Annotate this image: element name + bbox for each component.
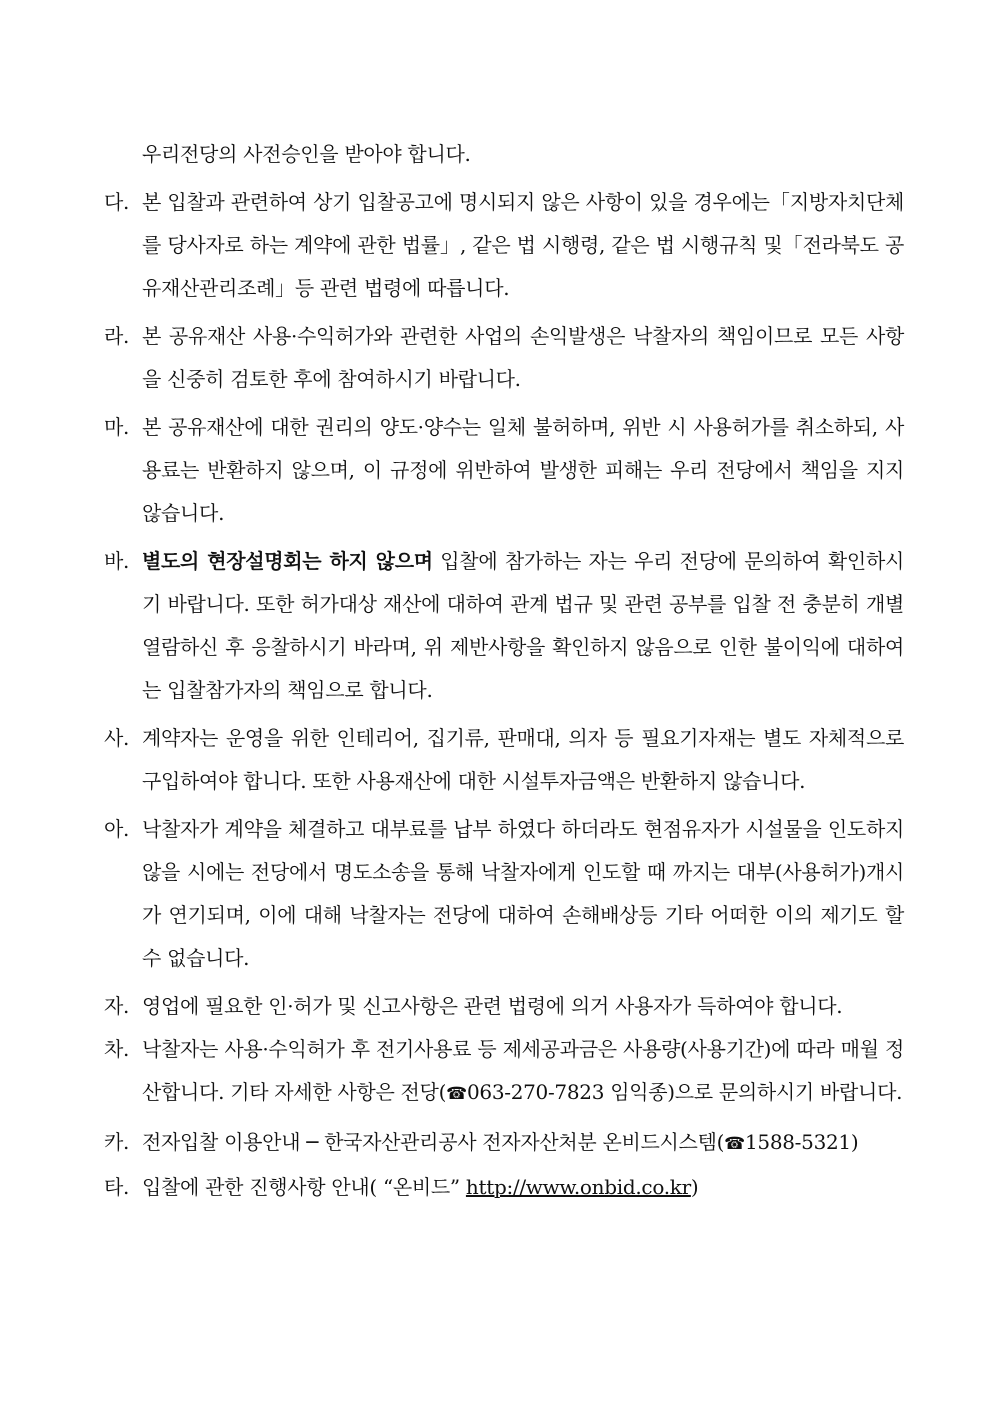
item-marker: 마.: [104, 415, 130, 439]
list-item-cha: [104, 1028, 904, 1116]
list-item-continuation: [104, 133, 904, 176]
item-marker: 차.: [104, 1037, 130, 1061]
item-text: 본 공유재산 사용·수익허가와 관련한 사업의 손익발생은 낙찰자의 책임이므로 모든 사항을 신중히 검토한 후에 참여하시기 바랍니다.: [142, 324, 904, 391]
telephone-icon: ☎: [724, 1134, 745, 1154]
item-marker: 라.: [104, 324, 130, 348]
list-item-ka: [104, 1121, 904, 1166]
item-text: [142, 1028, 904, 1116]
item-phone: 1588-5321: [744, 1130, 851, 1154]
item-text: [142, 1166, 904, 1209]
list-item-ma: [104, 406, 904, 535]
item-text: 본 입찰과 관련하여 상기 입찰공고에 명시되지 않은 사항이 있을 경우에는「지방자치단체를 당사자로 하는 계약에 관한 법률」, 같은 법 시행령, 같은 법 시행규칙 및「전라북도 공유재산관리조례」등 관련 법령에 따릅니다.: [142, 190, 904, 300]
item-text: 우리전당의 사전승인을 받아야 합니다.: [142, 142, 471, 166]
item-rest-text: 입찰에 참가하는 자는 우리 전당에 문의하여 확인하시기 바랍니다. 또한 허가대상 재산에 대하여 관계 법규 및 관련 공부를 입찰 전 충분히 개별 열람하신 후 응찰하시기 바라며, 위 제반사항을 확인하지 않음으로 인한 불이익에 대하여는 입찰참가자의 책임으로 합니다.: [142, 549, 904, 702]
item-text-before: 입찰에 관한 진행사항 안내( “온비드”: [142, 1175, 466, 1199]
item-text: 계약자는 운영을 위한 인테리어, 집기류, 판매대, 의자 등 필요기자재는 별도 자체적으로 구입하여야 합니다. 또한 사용재산에 대한 시설투자금액은 반환하지 않습니다.: [142, 726, 904, 793]
item-text: [142, 540, 904, 712]
list-item-sa: [104, 717, 904, 803]
item-text-after: )으로 문의하시기 바랍니다.: [667, 1080, 903, 1104]
item-marker: 아.: [104, 817, 130, 841]
item-marker: 자.: [104, 994, 130, 1018]
list-item-ja: [104, 985, 904, 1028]
item-text-after: ): [690, 1175, 699, 1199]
item-text-before: 낙찰자는 사용·수익허가 후 전기사용료 등 제세공과금은 사용량(사용기간)에 따라 매월 정산합니다. 기타 자세한 사항은 전당(: [142, 1037, 904, 1104]
item-phone: 063-270-7823 임익종: [466, 1080, 668, 1104]
list-item-da: [104, 181, 904, 310]
item-marker: 바.: [104, 549, 130, 573]
item-marker: 카.: [104, 1130, 130, 1154]
item-text-before: 전자입찰 이용안내 ─ 한국자산관리공사 전자자산처분 온비드시스템(: [142, 1130, 725, 1154]
list-item-ba: [104, 540, 904, 712]
list-item-ra: [104, 315, 904, 401]
item-text: 영업에 필요한 인·허가 및 신고사항은 관련 법령에 의거 사용자가 득하여야 합니다.: [142, 994, 843, 1018]
item-marker: 사.: [104, 726, 130, 750]
item-text: 낙찰자가 계약을 체결하고 대부료를 납부 하였다 하더라도 현점유자가 시설물을 인도하지 않을 시에는 전당에서 명도소송을 통해 낙찰자에게 인도할 때 까지는 대부(사용허가)개시가 연기되며, 이에 대해 낙찰자는 전당에 대하여 손해배상등 기타 어떠한 이의 제기도 할 수 없습니다.: [142, 817, 904, 970]
document-body: [104, 133, 904, 1209]
list-item-ta: [104, 1166, 904, 1209]
item-text-after: ): [850, 1130, 859, 1154]
telephone-icon: ☎: [446, 1084, 467, 1104]
item-text: [142, 1121, 904, 1166]
onbid-link[interactable]: http://www.onbid.co.kr: [465, 1175, 691, 1199]
item-text: 본 공유재산에 대한 권리의 양도·양수는 일체 불허하며, 위반 시 사용허가를 취소하되, 사용료는 반환하지 않으며, 이 규정에 위반하여 발생한 피해는 우리 전당에서 책임을 지지 않습니다.: [142, 415, 904, 525]
item-marker: 다.: [104, 190, 130, 214]
item-marker: 타.: [104, 1175, 130, 1199]
item-bold-text: 별도의 현장설명회는 하지 않으며: [142, 549, 433, 573]
list-item-a: [104, 808, 904, 980]
